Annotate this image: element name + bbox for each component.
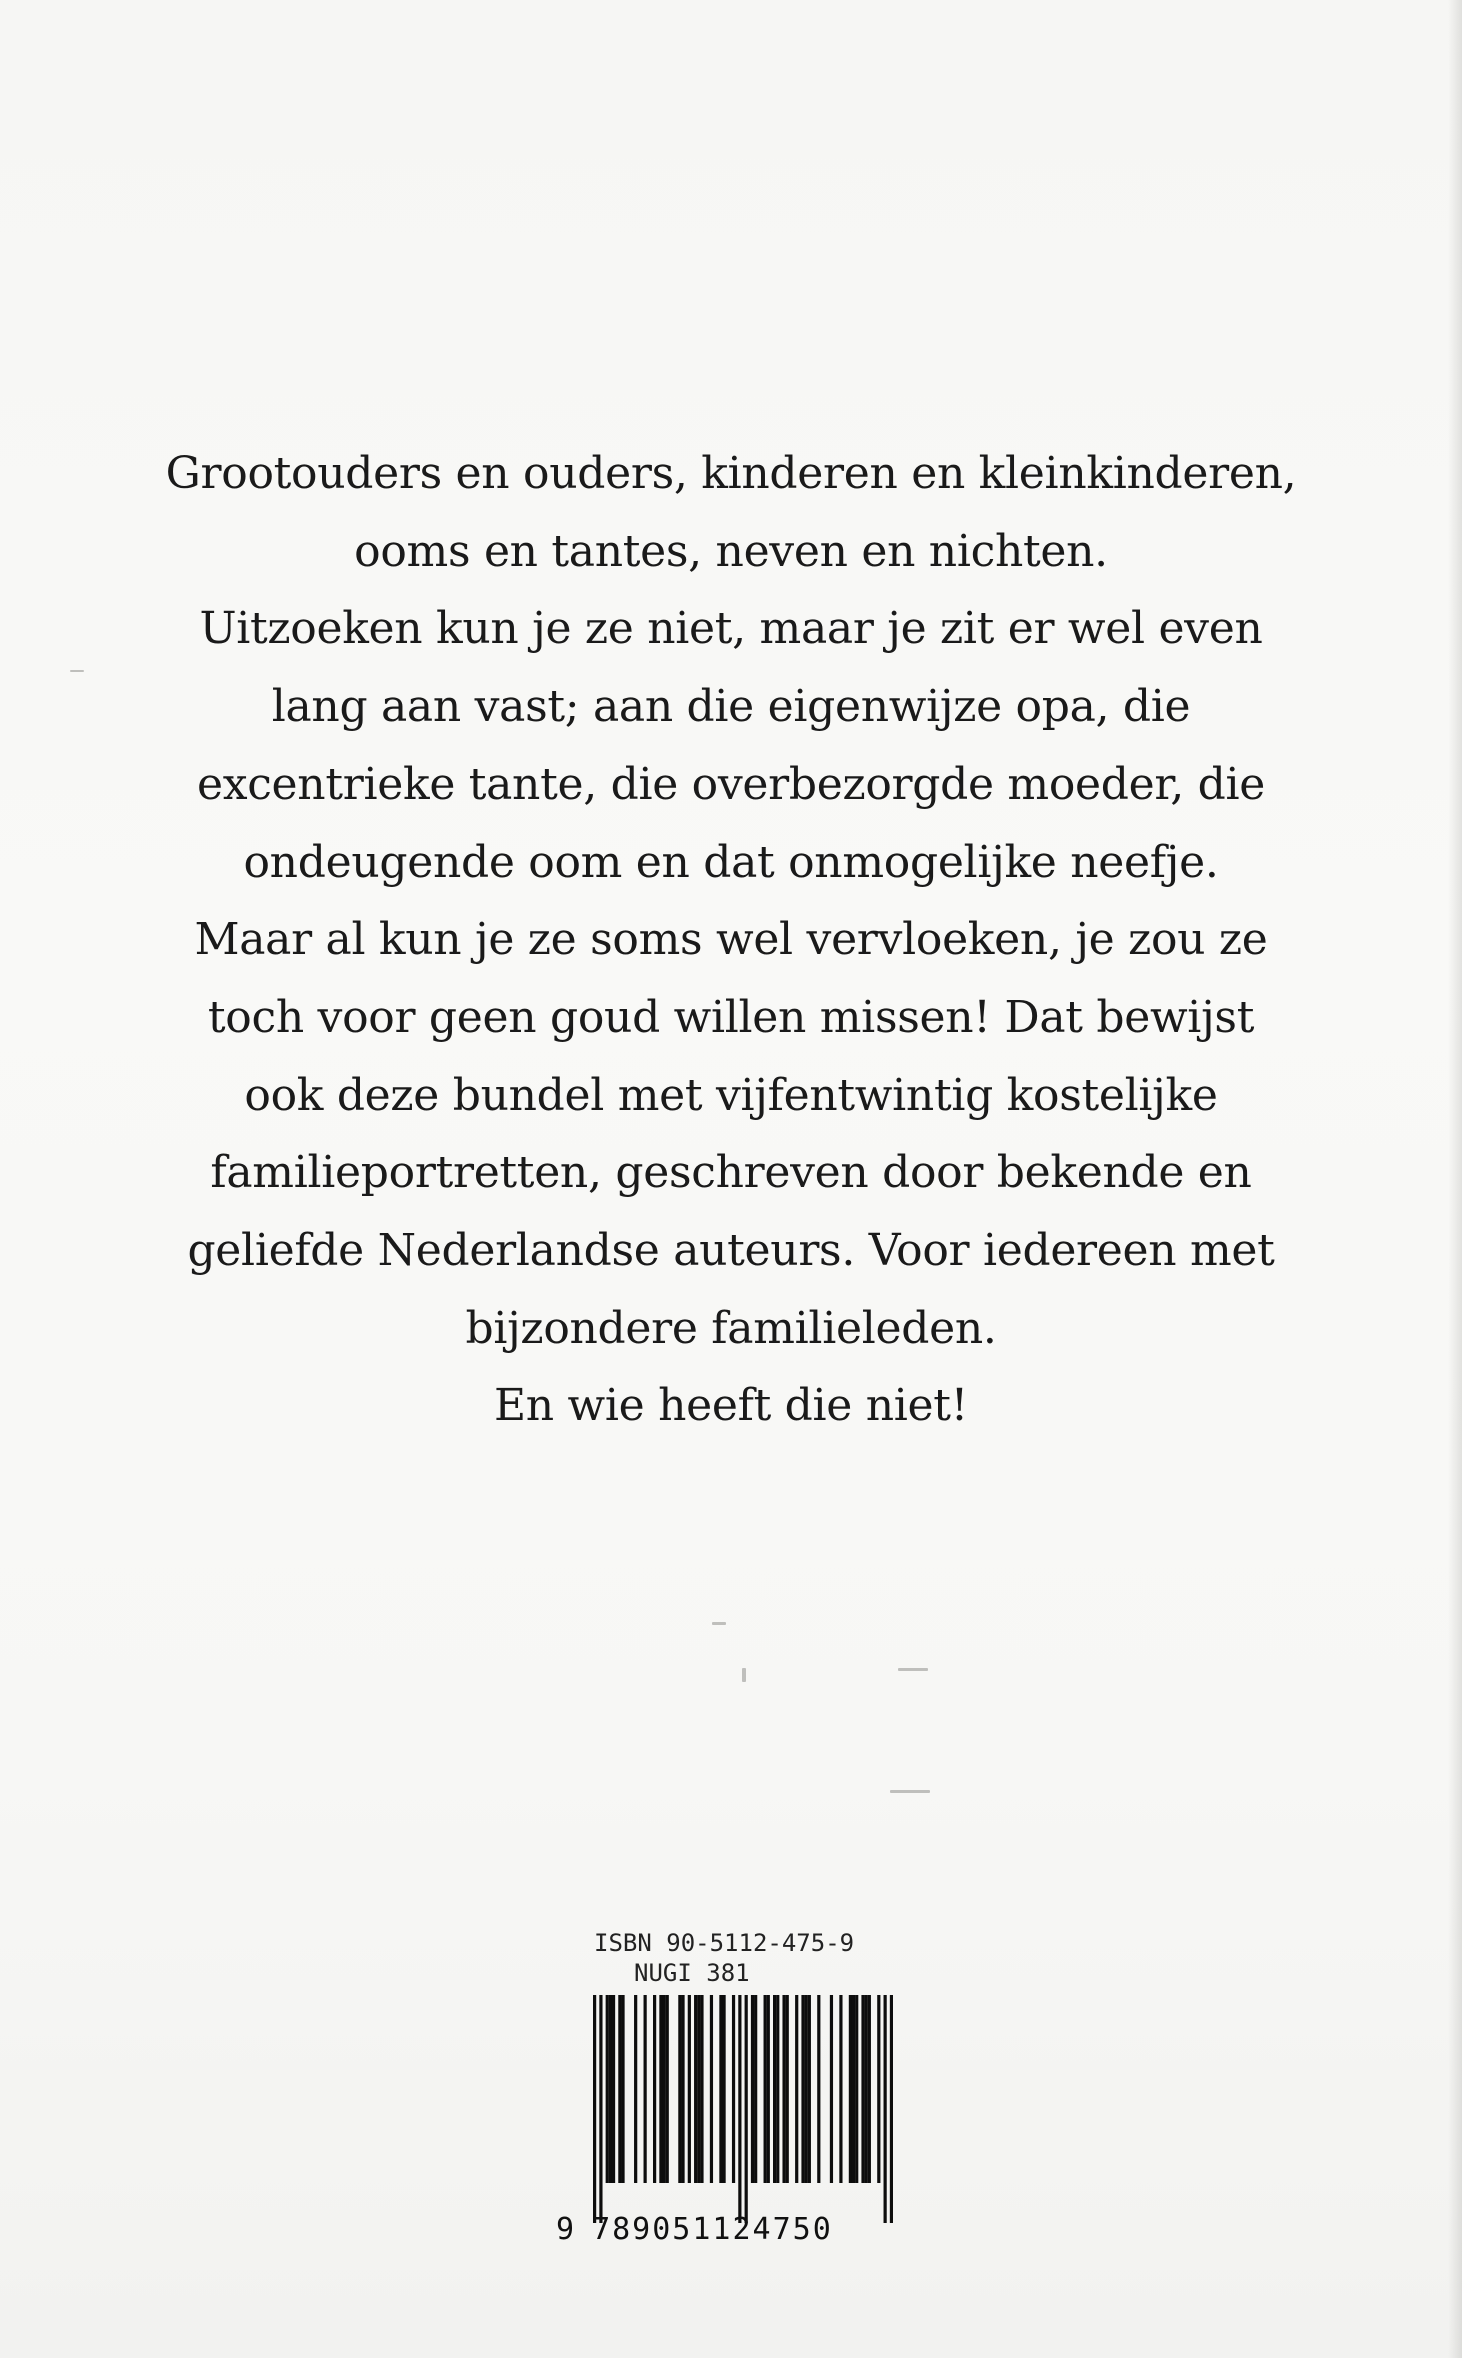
scan-speck	[70, 670, 84, 672]
cover-edge-shadow	[1448, 0, 1462, 2358]
blurb-line: ook deze bundel met vijfentwintig kostelijke	[244, 1069, 1218, 1121]
barcode-bar	[618, 1995, 621, 2183]
barcode-bar	[609, 1995, 612, 2183]
barcode-bar	[694, 1995, 697, 2183]
barcode-bar	[868, 1995, 871, 2183]
barcode-number: 789051124750	[592, 2212, 833, 2247]
barcode-bar	[710, 1995, 713, 2183]
blurb-line: excentrieke tante, die overbezorgde moeder, die	[196, 758, 1266, 810]
barcode-bar	[653, 1995, 656, 2183]
barcode-bar	[776, 1995, 779, 2183]
blurb-line: bijzondere familieleden.	[465, 1302, 997, 1354]
barcode-bar	[808, 1995, 811, 2183]
nugi-code: NUGI 381	[634, 1959, 750, 1987]
scan-speck	[898, 1668, 928, 1671]
barcode-bar	[865, 1995, 868, 2183]
barcode-bar	[732, 1995, 735, 2183]
isbn-block	[594, 1928, 894, 1988]
barcode-bar	[786, 1995, 789, 2183]
barcode-guard-bar	[884, 1995, 887, 2223]
barcode-guard-bar	[745, 1995, 748, 2223]
barcode-guard-bar	[738, 1995, 741, 2223]
ean-barcode	[593, 1995, 893, 2225]
barcode-bar	[678, 1995, 681, 2183]
barcode-bar	[719, 1995, 722, 2183]
barcode-bar	[666, 1995, 669, 2183]
barcode-bar	[830, 1995, 833, 2183]
barcode-bar	[764, 1995, 767, 2183]
barcode-bar	[861, 1995, 864, 2183]
barcode-bar	[855, 1995, 858, 2183]
blurb-line: geliefde Nederlandse auteurs. Voor iedereen met	[187, 1225, 1275, 1277]
barcode-bar	[681, 1995, 684, 2183]
barcode-guard-bar	[890, 1995, 893, 2223]
blurb-line: ondeugende oom en dat onmogelijke neefje.	[243, 836, 1219, 888]
barcode-bar	[644, 1995, 647, 2183]
barcode-bar	[773, 1995, 776, 2183]
barcode-bar	[839, 1995, 842, 2183]
barcode-bar	[767, 1995, 770, 2183]
scan-speck	[890, 1790, 930, 1793]
blurb-line: Grootouders en ouders, kinderen en kleinkinderen,	[165, 448, 1297, 499]
barcode-guard-bar	[593, 1995, 596, 2223]
barcode-bar	[662, 1995, 665, 2183]
barcode-bar	[782, 1995, 785, 2183]
blurb-line: ooms en tantes, neven en nichten.	[354, 525, 1108, 577]
blurb-line: Uitzoeken kun je ze niet, maar je zit er wel even	[199, 603, 1263, 655]
barcode-bar	[801, 1995, 804, 2183]
blurb-line: En wie heeft die niet!	[493, 1380, 969, 1432]
barcode-bar	[688, 1995, 691, 2183]
barcode-bar	[621, 1995, 624, 2183]
barcode-bar	[849, 1995, 852, 2183]
scan-speck	[742, 1668, 746, 1682]
barcode-bar	[817, 1995, 820, 2183]
barcode-bar	[795, 1995, 798, 2183]
barcode-bar	[852, 1995, 855, 2183]
barcode-lead-digit: 9	[556, 2212, 577, 2247]
barcode-guard-bar	[599, 1995, 602, 2223]
barcode-bar	[606, 1995, 609, 2183]
barcode-digits	[556, 2212, 833, 2247]
barcode-bar	[700, 1995, 703, 2183]
blurb-line: lang aan vast; aan die eigenwijze opa, die	[271, 681, 1191, 733]
blurb-line: toch voor geen goud willen missen! Dat bewijst	[207, 991, 1255, 1043]
barcode-bar	[805, 1995, 808, 2183]
barcode-bar	[697, 1995, 700, 2183]
barcode-bar	[722, 1995, 725, 2183]
barcode-bar	[612, 1995, 615, 2183]
barcode-bar	[634, 1995, 637, 2183]
blurb-line: familieportretten, geschreven door bekende en	[210, 1147, 1252, 1199]
barcode-bar	[659, 1995, 662, 2183]
barcode-bar	[754, 1995, 757, 2183]
barcode-bar	[751, 1995, 754, 2183]
barcode-bar	[877, 1995, 880, 2183]
isbn-number: ISBN 90-5112-475-9	[594, 1929, 855, 1957]
cover-blurb	[100, 435, 1362, 1445]
scan-speck	[712, 1622, 726, 1625]
blurb-line: Maar al kun je ze soms wel vervloeken, je zou ze	[194, 914, 1268, 966]
